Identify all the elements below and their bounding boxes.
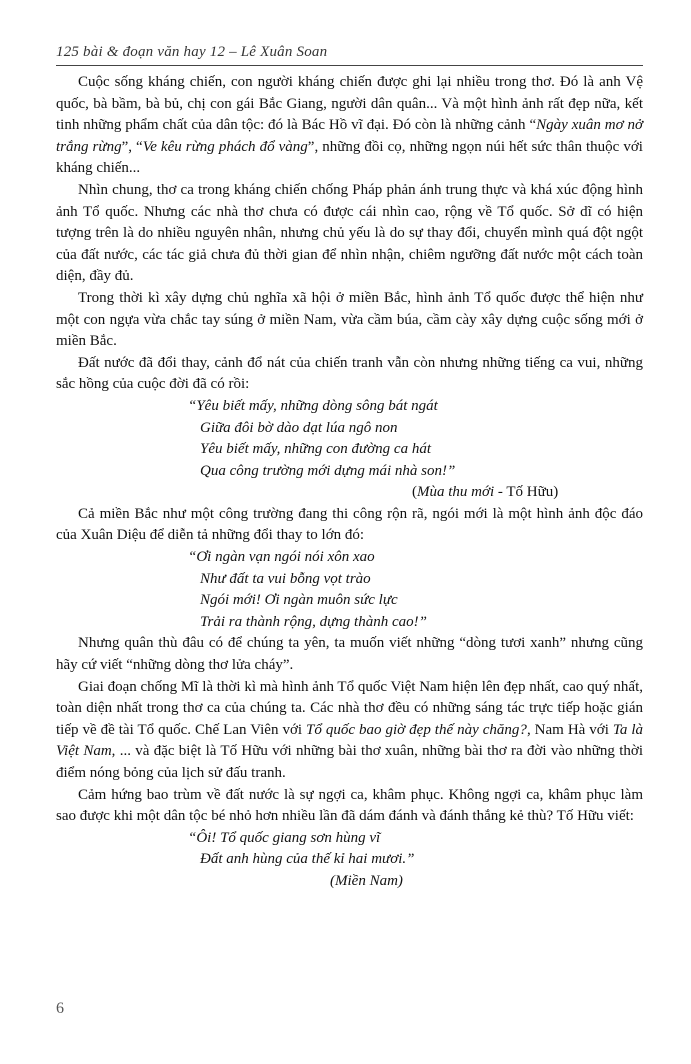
poem-attribution: (Mùa thu mới - Tố Hữu) [412, 484, 559, 501]
poem-mua-thu-moi [56, 396, 643, 504]
page-body [56, 72, 643, 893]
paragraph-1 [56, 72, 643, 180]
paragraph-6: Nhưng quân thù đâu có để chúng ta yên, ta muốn viết những “dòng tươi xanh” nhưng cũng hãy cứ viết “những dòng thơ lửa cháy”. [56, 635, 643, 674]
poem-line: Giữa đôi bờ dào dạt lúa ngô non [200, 419, 398, 436]
paragraph-text: ”, “ [121, 138, 143, 155]
poem-line: Yêu biết mấy, những con đường ca hát [200, 441, 432, 458]
work-title: Ta là Việt Nam [56, 721, 644, 760]
poem-line: “Ơi ngàn vạn ngói nói xôn xao [188, 549, 375, 566]
work-title: Tổ quốc bao giờ đẹp thế này chăng? [306, 721, 527, 738]
paragraph-7 [56, 677, 643, 785]
quoted-verse: Ngày xuân mơ nở trắng rừng [56, 117, 643, 155]
paragraph-2: Nhìn chung, thơ ca trong kháng chiến chống Pháp phản ánh trung thực và khá xúc động hình ảnh Tổ quốc. Nhưng các nhà thơ chưa có được cái nhìn cao, rộng về Tổ quốc. Sở dĩ có hiện tượng trên là do nhiều nguyên nhân, nhưng chủ yếu là do sự thay đổi, chuyển mình quá đột ngột của đất nước, các tác giả chưa đủ thời gian để nhìn nhận, chiêm ngưỡng đất nước một cách toàn diện, đầy đủ. [56, 181, 643, 285]
poem-line: Ngói mới! Ơi ngàn muôn sức lực [200, 592, 398, 609]
paragraph-text: ”, những đồi cọ, những ngọn núi hết sức thân thuộc với kháng chiến... [56, 138, 643, 177]
poem-line: Qua công trường mới dựng mái nhà son!” [200, 462, 456, 479]
paragraph-5: Cả miền Bắc như một công trường đang thi công rộn rã, ngói mới là một hình ảnh độc đáo của Xuân Diệu để diễn tả những đổi thay to lớn đó: [56, 505, 643, 544]
paragraph-text: , ... và đặc biệt là Tố Hữu với những bài thơ xuân, những bài thơ ra đời vào những thời điểm nóng bỏng của lịch sử đấu tranh. [56, 743, 643, 781]
poem-mien-nam [56, 828, 643, 893]
poem-line: Đất anh hùng của thế kỉ hai mươi.” [200, 851, 415, 868]
paragraph-8: Cảm hứng bao trùm về đất nước là sự ngợi ca, khâm phục. Không ngợi ca, khâm phục làm sao được khi một dân tộc bé nhỏ hơn nhiều lần đã dám đánh và đánh thắng kẻ thù? Tố Hữu viết: [56, 786, 643, 825]
poem-line: Như đất ta vui bỗng vọt trào [200, 570, 371, 587]
poem-attribution: (Miền Nam) [330, 872, 403, 889]
poem-line: “Ôi! Tổ quốc giang sơn hùng vĩ [188, 829, 381, 846]
page-number: 6 [56, 1000, 64, 1017]
header-divider [56, 65, 643, 66]
paragraph-text: , Nam Hà với [526, 721, 613, 738]
running-header: 125 bài & đoạn văn hay 12 – Lê Xuân Soan [56, 44, 328, 60]
poem-line: “Yêu biết mấy, những dòng sông bát ngát [188, 397, 438, 414]
poem-ngoi-moi [56, 547, 643, 633]
quoted-verse: Ve kêu rừng phách đổ vàng [142, 138, 308, 155]
poem-line: Trải ra thành rộng, dựng thành cao!” [200, 613, 427, 630]
paragraph-text: Cuộc sống kháng chiến, con người kháng chiến được ghi lại nhiều trong thơ. Đó là anh Vệ quốc, bà bầm, bà bủ, chị con gái Bắc Giang, người dân quân... Và một hình ảnh rất đẹp nữa, kết tinh những phẩm chất của dân tộc: đó là Bác Hồ vĩ đại. Đó còn là những cảnh “ [56, 74, 643, 134]
paragraph-3: Trong thời kì xây dựng chủ nghĩa xã hội ở miền Bắc, hình ảnh Tổ quốc được thể hiện như một con ngựa vừa chắc tay súng ở miền Nam, vừa cầm búa, cầm cày xây dựng cuộc sống mới ở miền Bắc. [56, 289, 643, 350]
paragraph-4: Đất nước đã đổi thay, cảnh đổ nát của chiến tranh vẫn còn nhưng những tiếng ca vui, những sắc hồng của cuộc đời đã có rồi: [56, 354, 643, 393]
paragraph-text: Giai đoạn chống Mĩ là thời kì mà hình ảnh Tổ quốc Việt Nam hiện lên đẹp nhất, cao quý nhất, toàn diện nhất trong thơ ca của chúng ta. Các nhà thơ đều có những sáng tác trực tiếp hoặc gián tiếp về đề tài Tổ quốc. Chế Lan Viên với [56, 678, 643, 738]
